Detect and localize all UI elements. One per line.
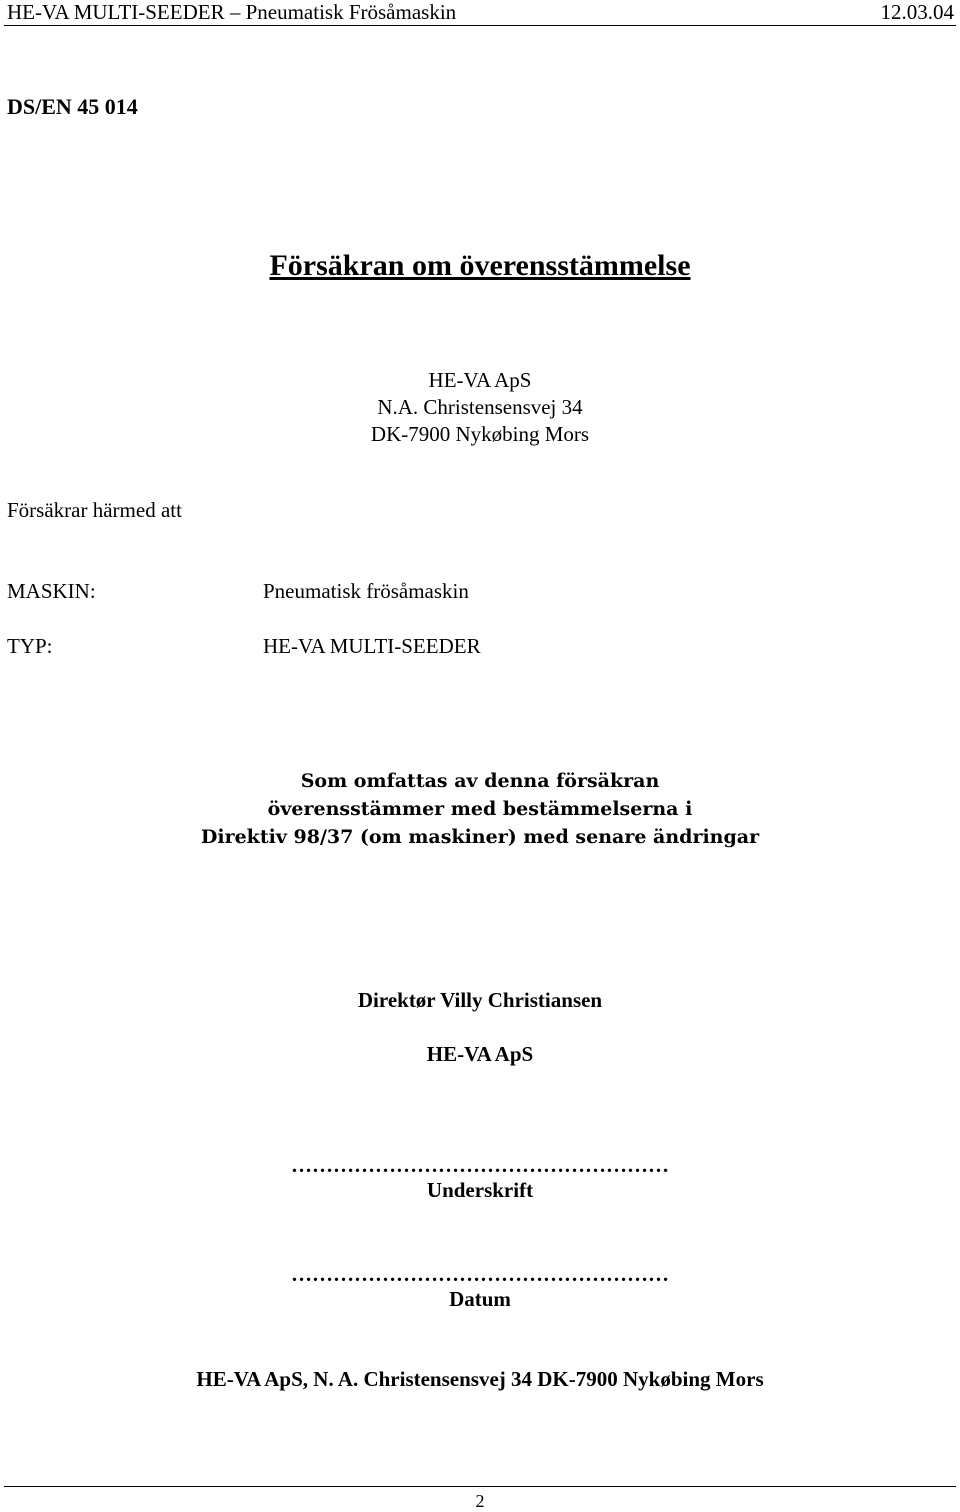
company-name: HE-VA ApS bbox=[428, 368, 532, 392]
machine-label: MASKIN: bbox=[7, 579, 96, 603]
type-value: HE-VA MULTI-SEEDER bbox=[263, 634, 481, 658]
statement-line-2: överensstämmer med bestämmelserna i bbox=[267, 798, 693, 820]
machine-value: Pneumatisk frösåmaskin bbox=[263, 579, 469, 603]
declaration-intro: Försäkrar härmed att bbox=[7, 498, 182, 522]
statement-line-1: Som omfattas av denna försäkran bbox=[300, 770, 660, 792]
page-title: Försäkran om överensstämmelse bbox=[269, 249, 691, 282]
header-date: 12.03.04 bbox=[880, 0, 954, 24]
company-street: N.A. Christensensvej 34 bbox=[377, 395, 583, 419]
type-label: TYP: bbox=[7, 634, 53, 658]
signatory-name: Direktør Villy Christiansen bbox=[357, 988, 603, 1012]
company-city: DK-7900 Nykøbing Mors bbox=[370, 422, 590, 446]
document-reference: DS/EN 45 014 bbox=[7, 94, 138, 119]
signature-label: Underskrift bbox=[426, 1178, 534, 1202]
page-number: 2 bbox=[475, 1491, 485, 1511]
footer-address: HE-VA ApS, N. A. Christensensvej 34 DK-7900 Nykøbing Mors bbox=[196, 1367, 764, 1391]
date-line: ……………………………………………… bbox=[291, 1262, 669, 1286]
signatory-company: HE-VA ApS bbox=[426, 1042, 534, 1066]
footer-divider bbox=[4, 1486, 956, 1487]
signature-line: ……………………………………………… bbox=[291, 1153, 669, 1177]
header-title: HE-VA MULTI-SEEDER – Pneumatisk Frösåmaskin bbox=[7, 0, 457, 24]
date-label: Datum bbox=[449, 1287, 511, 1311]
statement-line-3: Direktiv 98/37 (om maskiner) med senare ändringar bbox=[200, 826, 760, 848]
header-divider bbox=[4, 25, 956, 26]
